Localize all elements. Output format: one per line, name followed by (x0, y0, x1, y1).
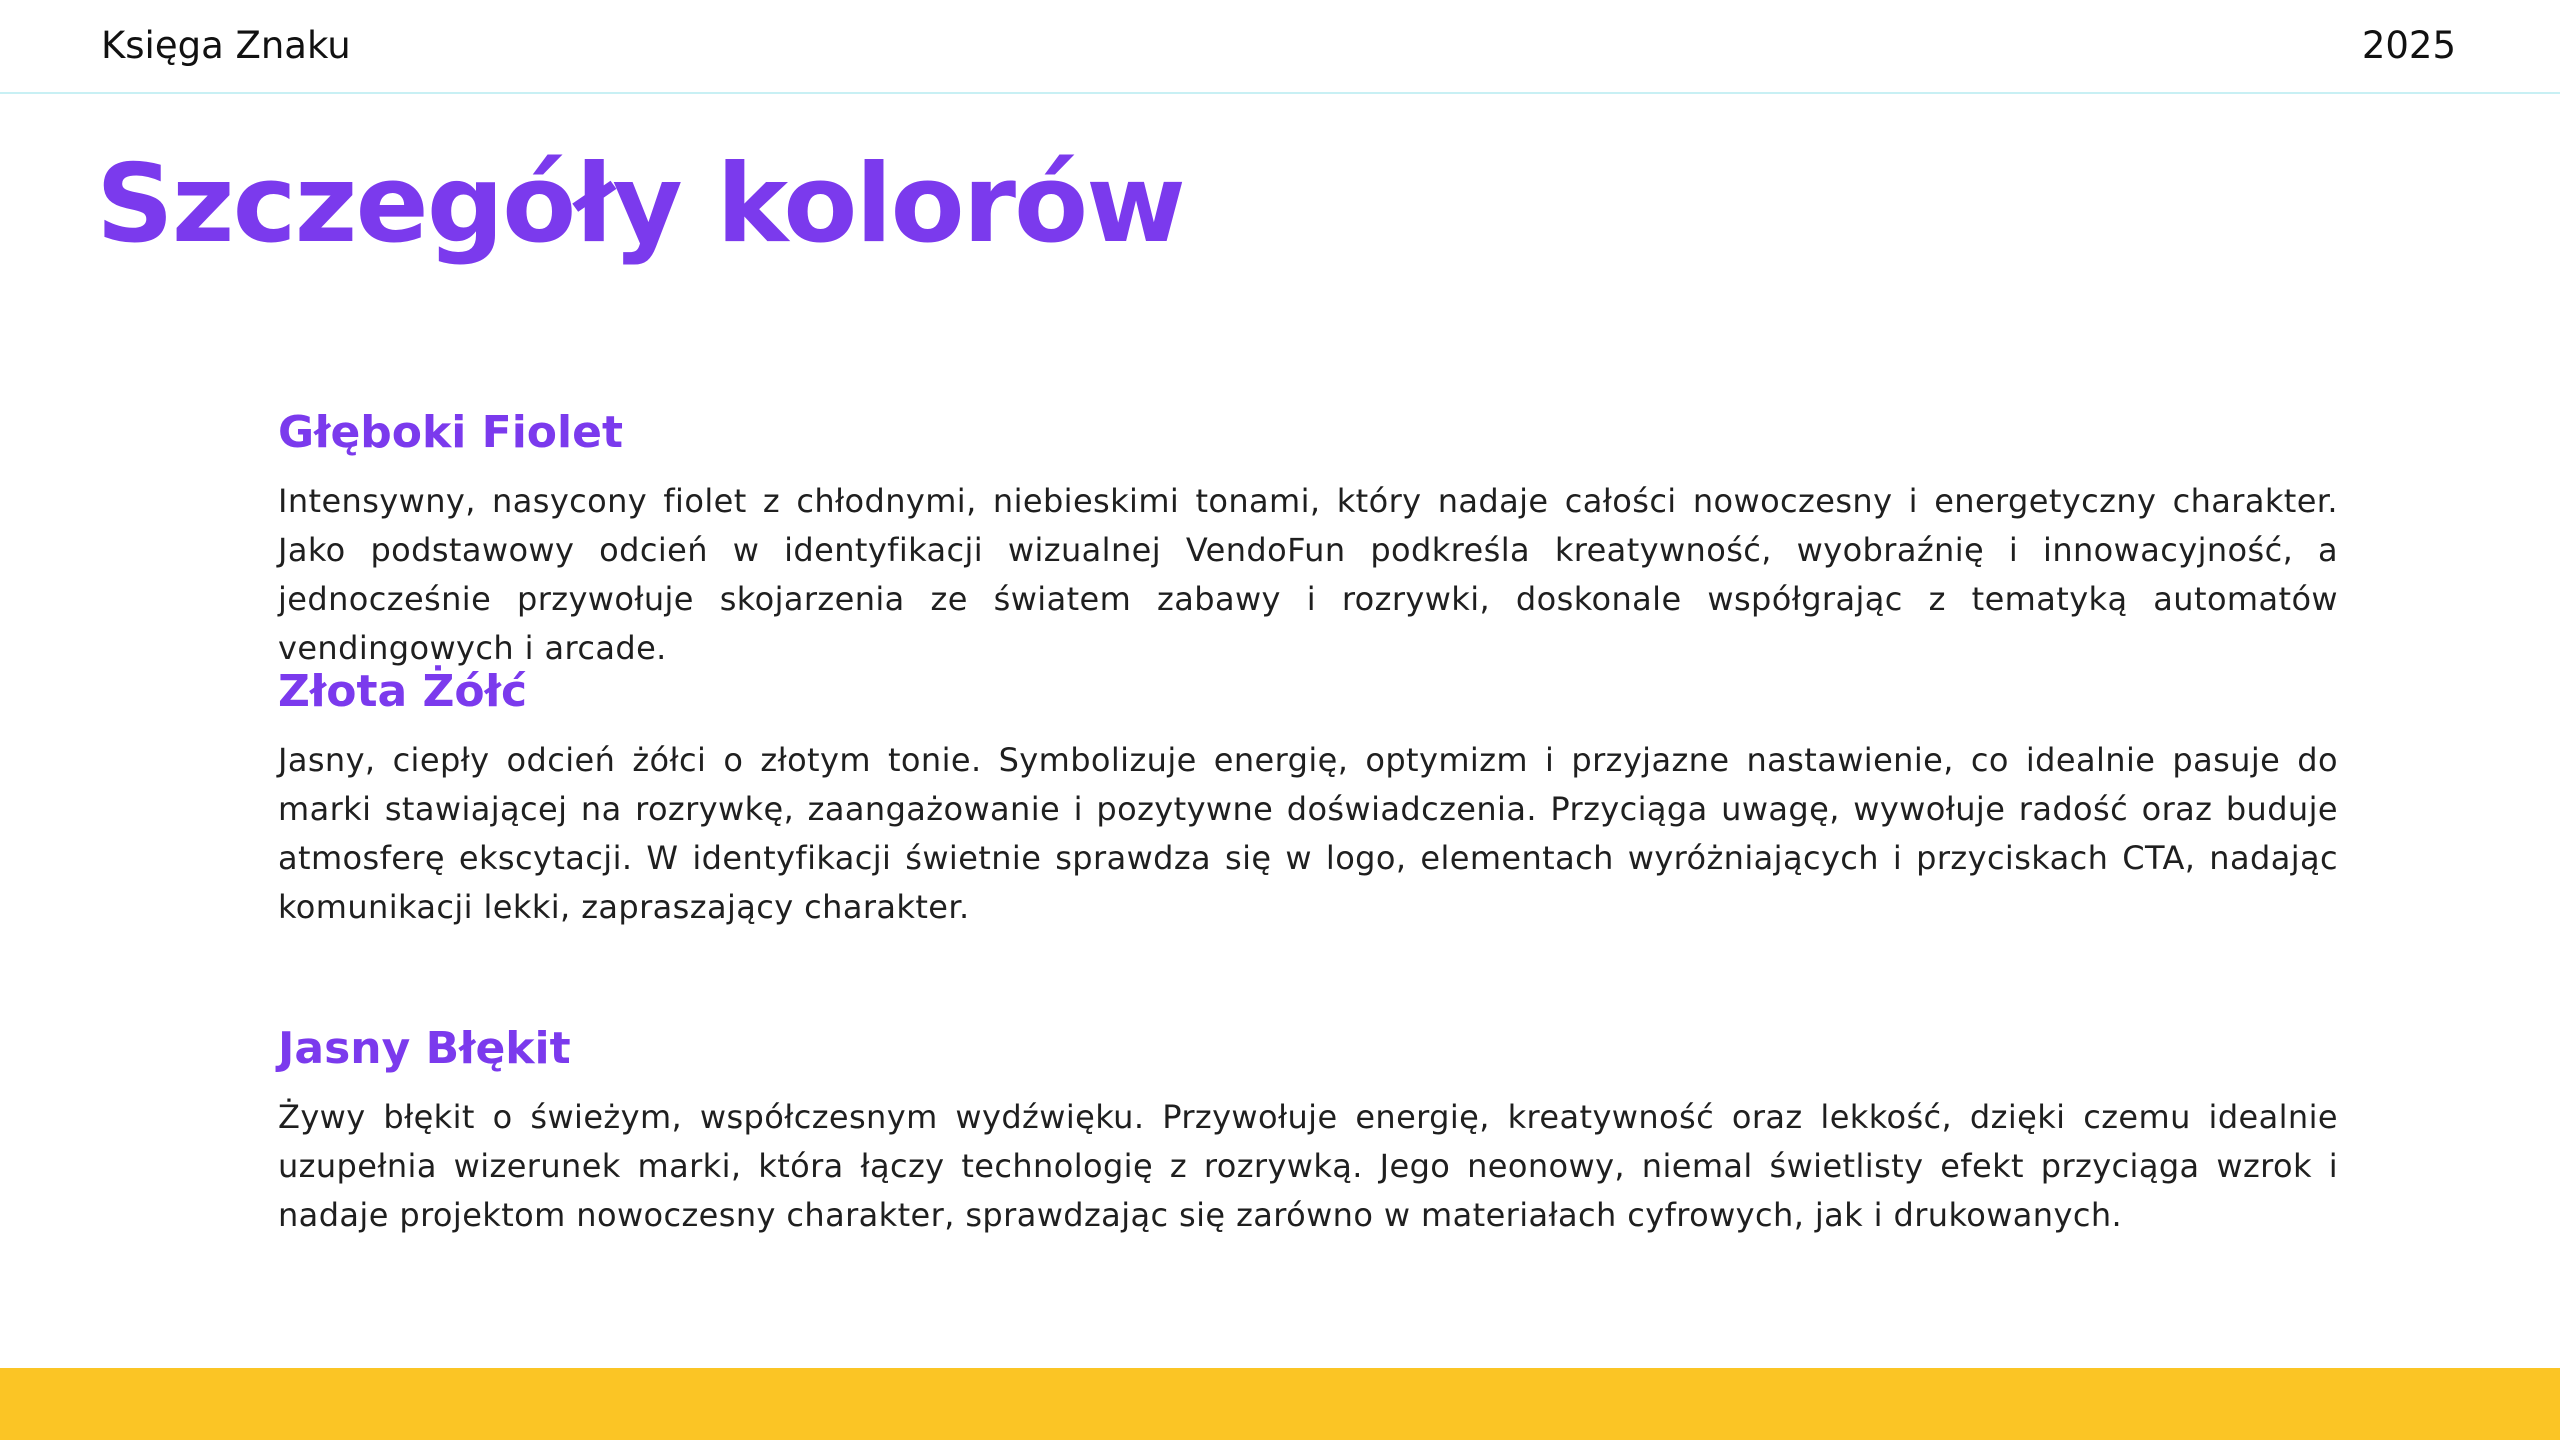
page-title: Szczegóły kolorów (96, 142, 1184, 267)
section-heading: Głęboki Fiolet (278, 407, 623, 458)
color-section-light-blue (278, 1019, 2338, 1240)
page-header (0, 0, 2560, 94)
section-body: Intensywny, nasycony fiolet z chłodnymi, niebieskimi tonami, który nadaje całości nowoczesny i energetyczny charakter. Jako podstawowy odcień w identyfikacji wizualnej VendoFun podkreśla kreatywność, wyobraźnię i innowacyjność, a jednocześnie przywołuje skojarzenia ze światem zabawy i rozrywki, doskonale współgrając z tematyką automatów vendingowych i arcade. (278, 482, 2338, 667)
color-section-deep-violet (278, 403, 2338, 673)
section-body: Żywy błękit o świeżym, współczesnym wydźwięku. Przywołuje energię, kreatywność oraz lekkość, dzięki czemu idealnie uzupełnia wizerunek marki, która łączy technologię z rozrywką. Jego neonowy, niemal świetlisty efekt przyciąga wzrok i nadaje projektom nowoczesny charakter, sprawdzając się zarówno w materiałach cyfrowych, jak i drukowanych. (278, 1098, 2338, 1234)
document-year: 2025 (2361, 24, 2456, 67)
document-name: Księga Znaku (101, 24, 351, 67)
footer-accent-bar (0, 1368, 2560, 1440)
color-section-golden-yellow (278, 662, 2338, 932)
section-heading: Jasny Błękit (278, 1023, 571, 1074)
section-heading: Złota Żółć (278, 666, 528, 717)
section-body: Jasny, ciepły odcień żółci o złotym tonie. Symbolizuje energię, optymizm i przyjazne nastawienie, co idealnie pasuje do marki stawiającej na rozrywkę, zaangażowanie i pozytywne doświadczenia. Przyciąga uwagę, wywołuje radość oraz buduje atmosferę ekscytacji. W identyfikacji świetnie sprawdza się w logo, elementach wyróżniających i przyciskach CTA, nadając komunikacji lekki, zapraszający charakter. (278, 741, 2338, 926)
